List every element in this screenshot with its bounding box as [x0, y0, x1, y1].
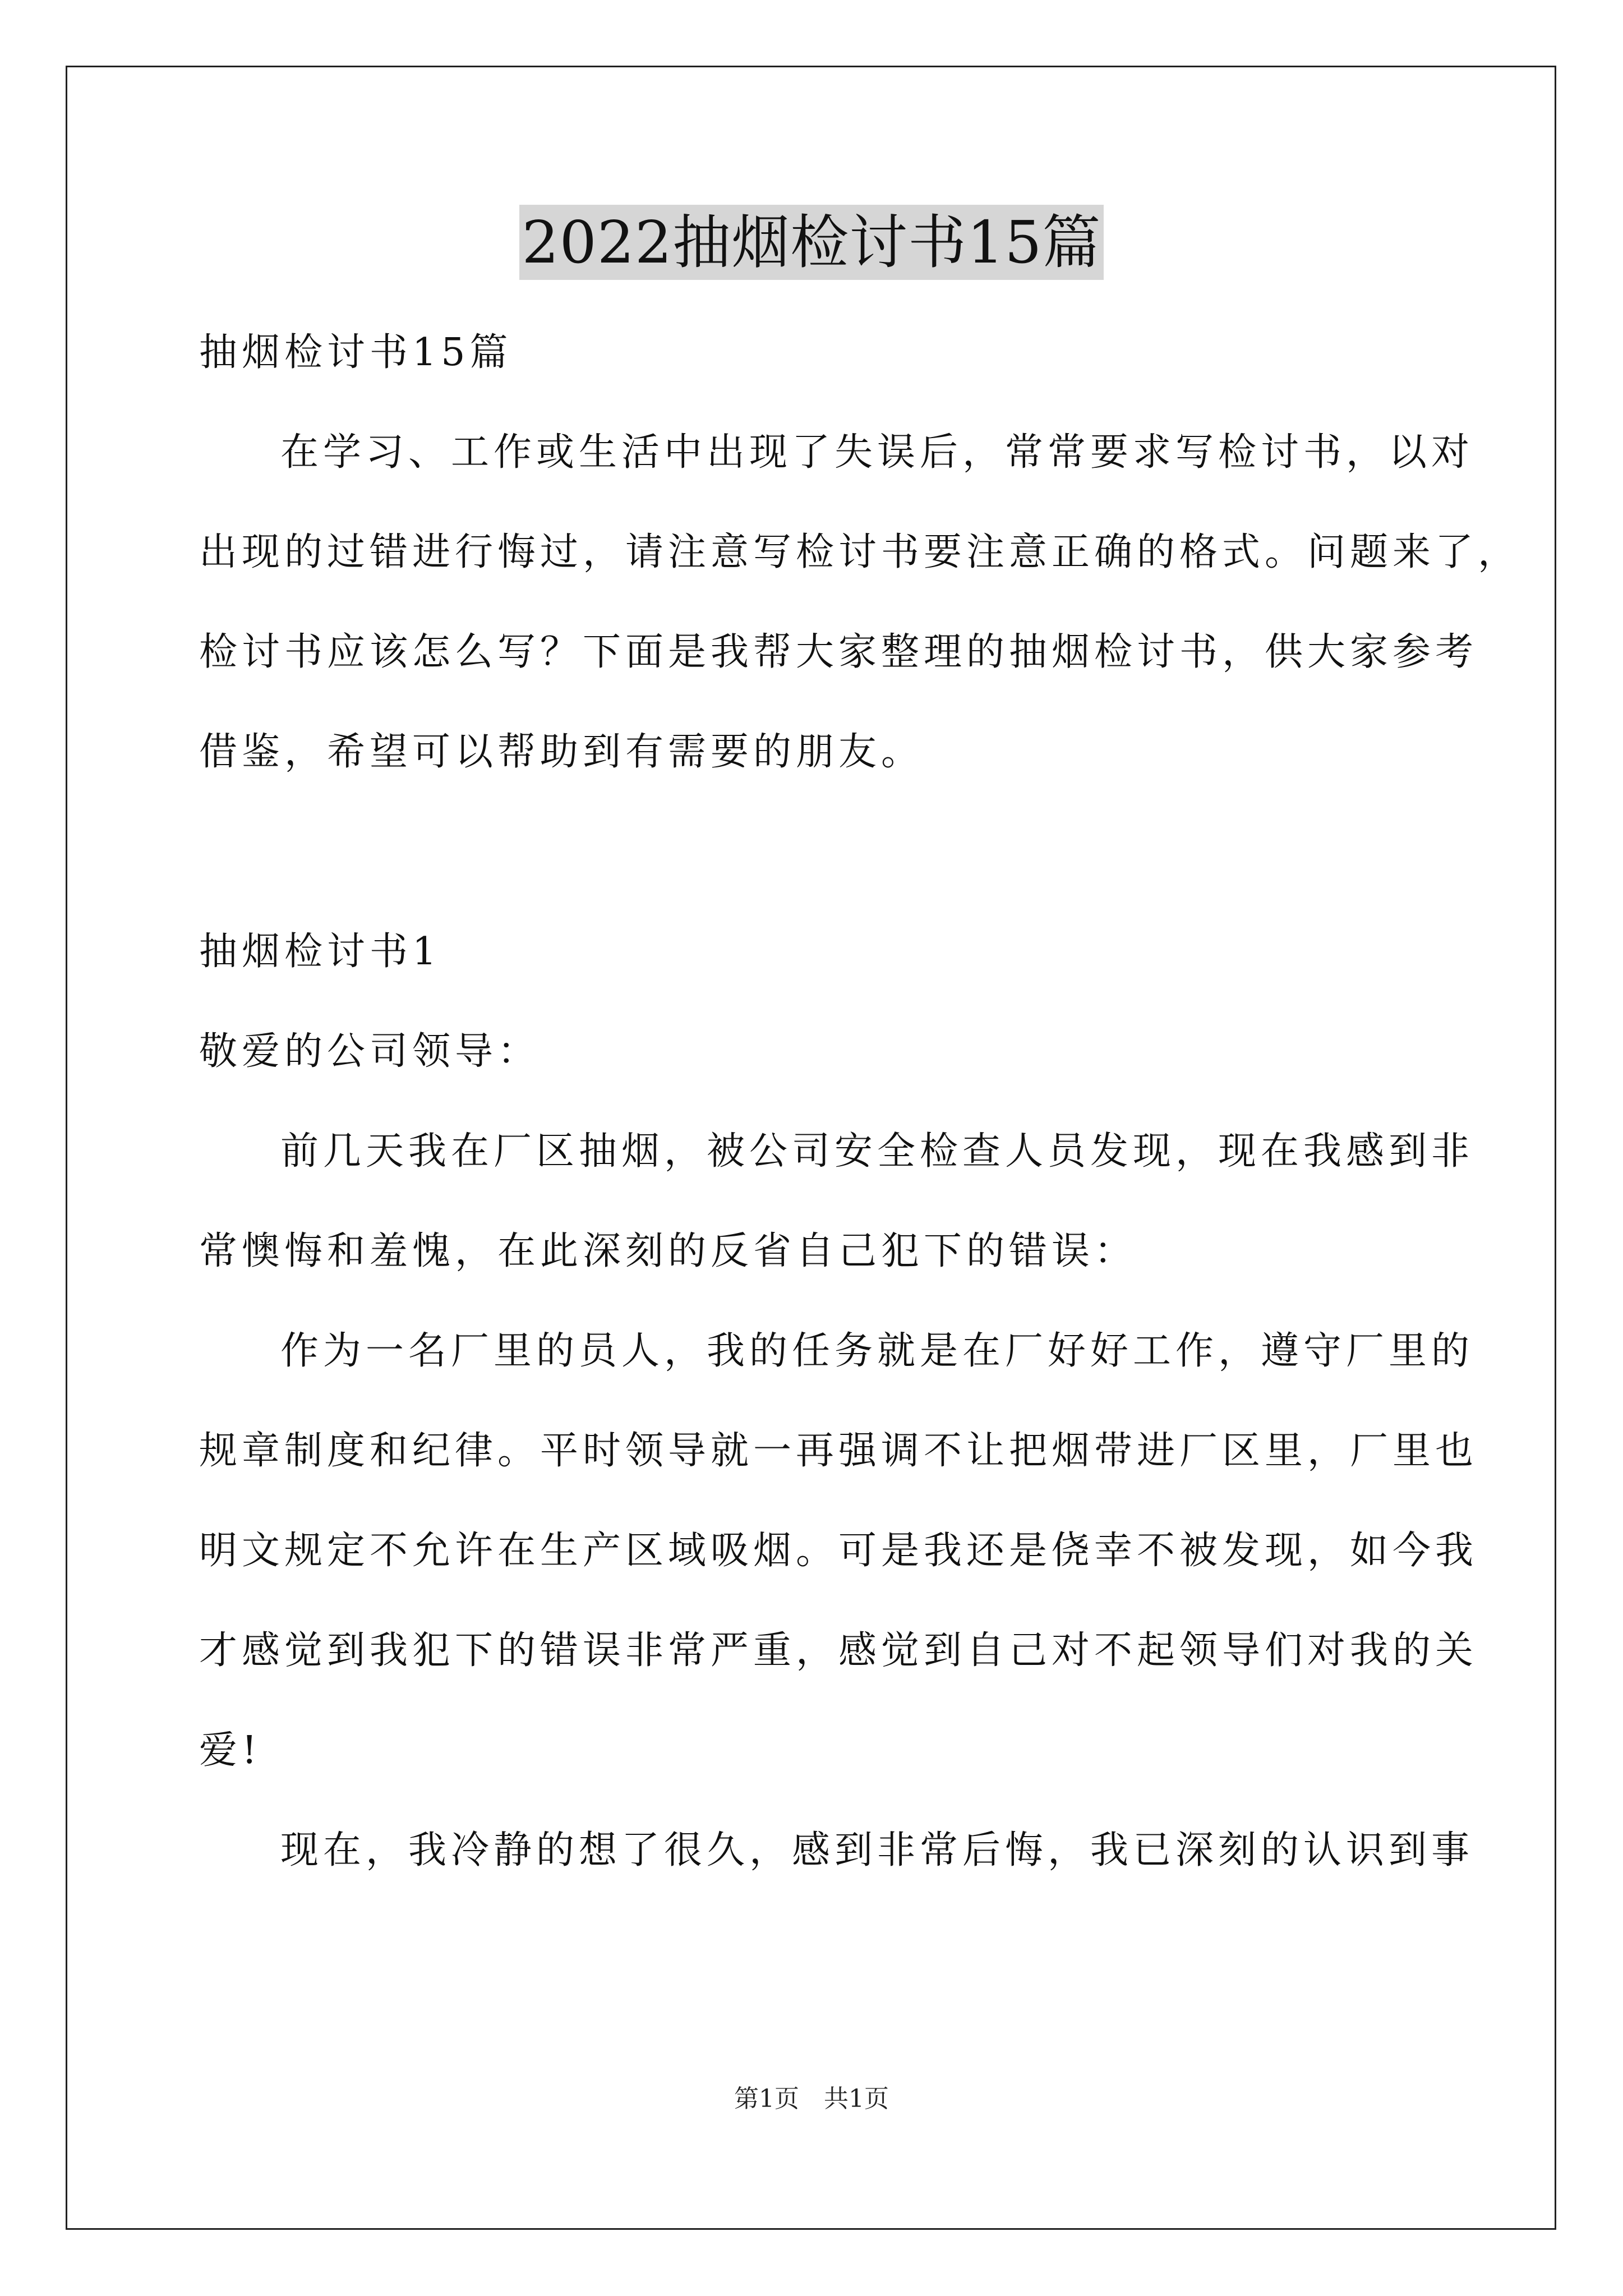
- paragraph-line: 在学习、工作或生活中出现了失误后，常常要求写检讨书，以对: [280, 430, 1474, 475]
- page-number-footer: 第1页 共1页: [734, 2085, 889, 2113]
- paragraph-line: 才感觉到我犯下的错误非常严重，感觉到自己对不起领导们对我的关: [199, 1628, 1478, 1673]
- title-container: [0, 205, 1623, 280]
- paragraph-line: 明文规定不允许在生产区域吸烟。可是我还是侥幸不被发现，如今我: [199, 1529, 1478, 1573]
- subtitle-line: 抽烟检讨书15篇: [199, 330, 513, 375]
- salutation: 敬爱的公司领导：: [199, 1029, 541, 1074]
- paragraph-line: 常懊悔和羞愧，在此深刻的反省自己犯下的错误：: [199, 1229, 1137, 1273]
- paragraph-line: 借鉴，希望可以帮助到有需要的朋友。: [199, 730, 924, 774]
- paragraph-line: 检讨书应该怎么写？下面是我帮大家整理的抽烟检讨书，供大家参考: [199, 630, 1478, 674]
- document-title: 2022抽烟检讨书15篇: [519, 205, 1103, 280]
- paragraph-line: 规章制度和纪律。平时领导就一再强调不让把烟带进厂区里，厂里也: [199, 1429, 1478, 1473]
- document-body: [199, 303, 1521, 1901]
- paragraph-line: 作为一名厂里的员人，我的任务就是在厂好好工作，遵守厂里的: [280, 1329, 1474, 1373]
- paragraph-gap: [199, 802, 1427, 902]
- paragraph-line: 前几天我在厂区抽烟，被公司安全检查人员发现，现在我感到非: [280, 1129, 1474, 1174]
- paragraph-line: 出现的过错进行悔过，请注意写检讨书要注意正确的格式。问题来了，: [199, 530, 1521, 574]
- paragraph-line: 爱!: [199, 1728, 262, 1773]
- paragraph-line: 现在，我冷静的想了很久，感到非常后悔，我已深刻的认识到事: [280, 1828, 1474, 1872]
- section-heading: 抽烟检讨书1: [199, 930, 441, 974]
